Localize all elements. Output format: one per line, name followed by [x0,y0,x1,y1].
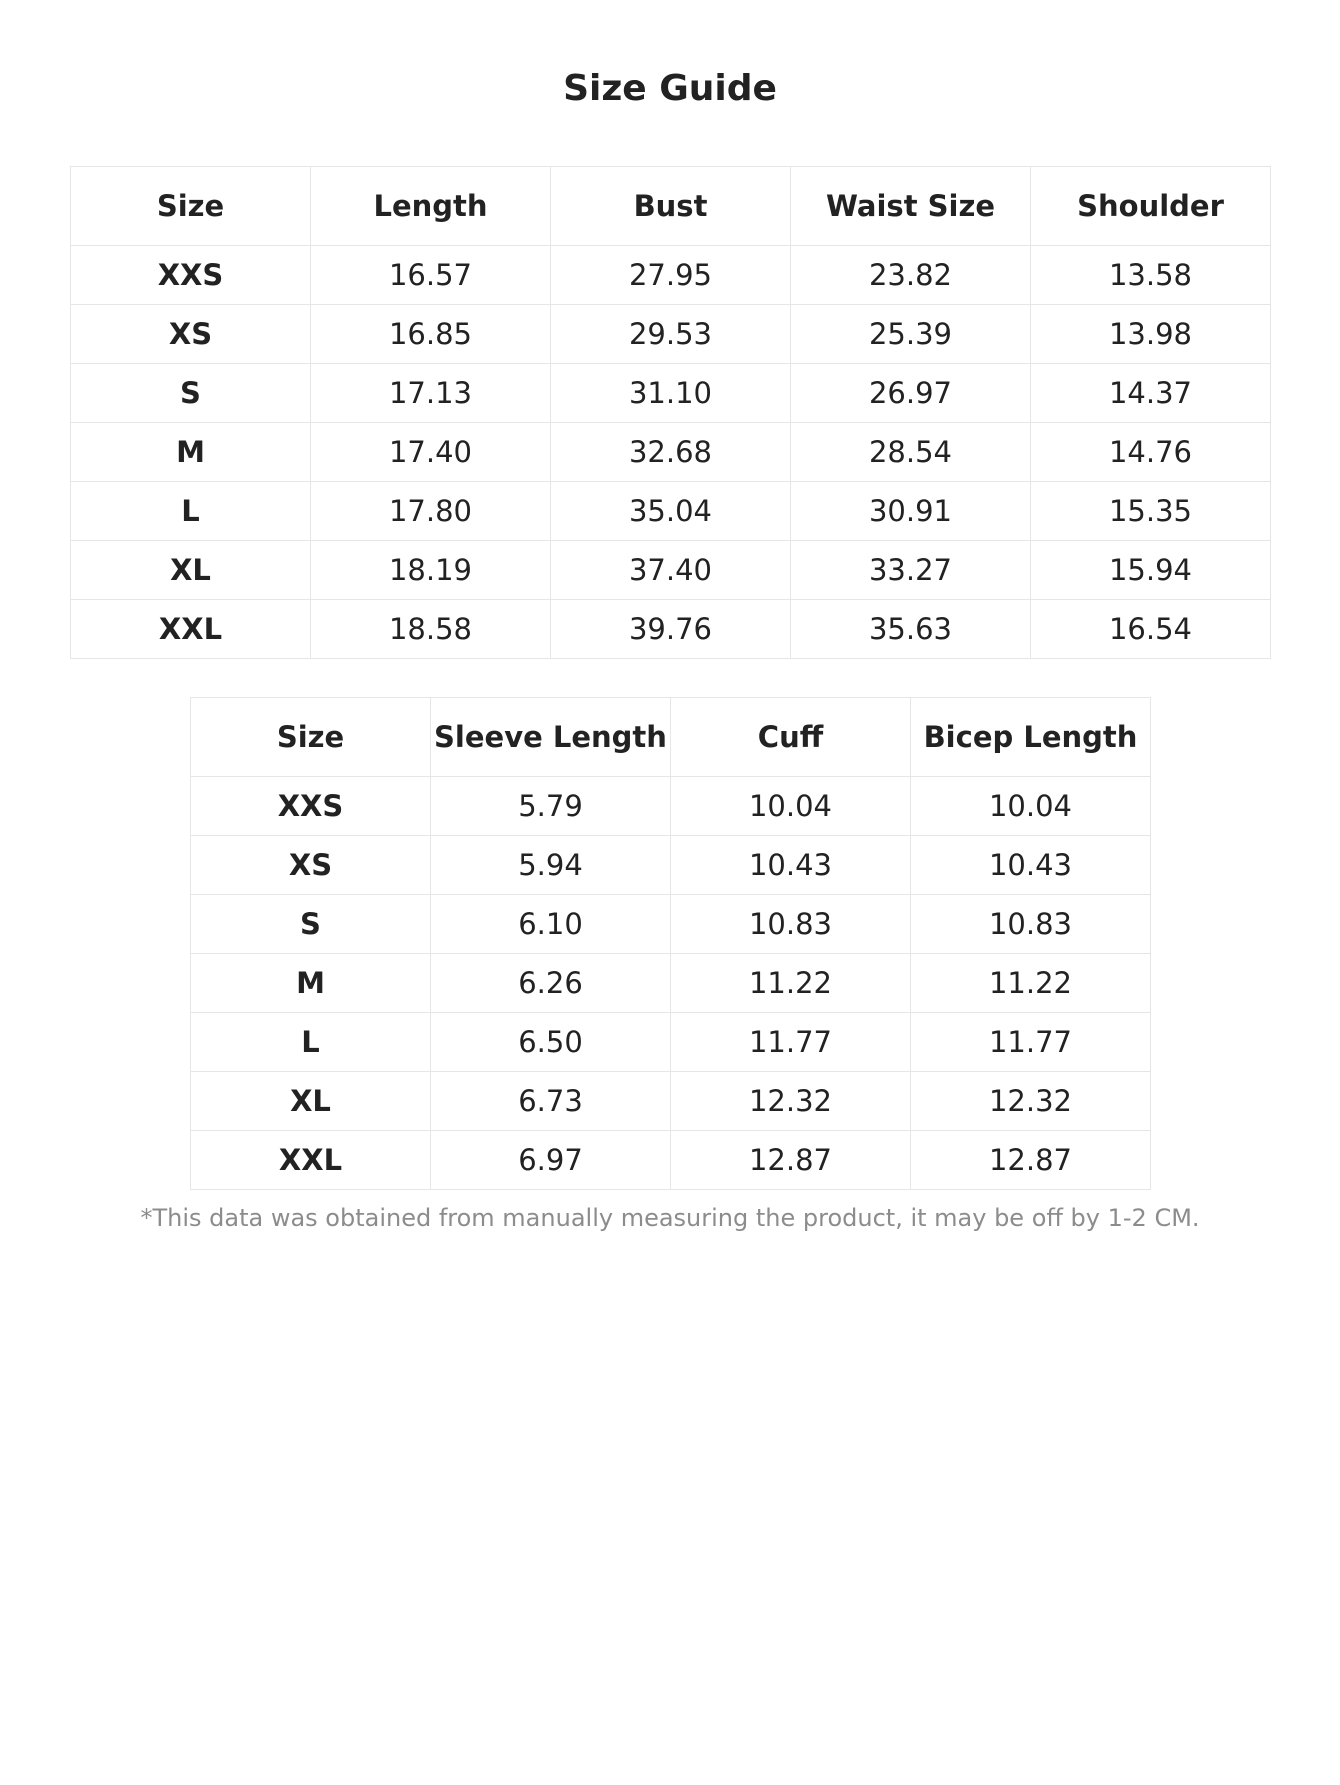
bust-value: 37.40 [551,541,791,600]
size-label: XL [71,541,311,600]
length-value: 16.85 [311,305,551,364]
bicep-length-value: 11.77 [911,1013,1151,1072]
header-size: Size [191,698,431,777]
sleeve-length-value: 5.94 [431,836,671,895]
size-label: XXL [191,1131,431,1190]
shoulder-value: 15.94 [1031,541,1271,600]
shoulder-value: 13.58 [1031,246,1271,305]
waist-value: 26.97 [791,364,1031,423]
cuff-value: 11.77 [671,1013,911,1072]
table-row [71,541,1271,600]
header-waist-size: Waist Size [791,167,1031,246]
length-value: 18.19 [311,541,551,600]
size-label: XS [71,305,311,364]
table-row [71,246,1271,305]
length-value: 17.80 [311,482,551,541]
cuff-value: 12.32 [671,1072,911,1131]
size-label: XL [191,1072,431,1131]
bust-value: 32.68 [551,423,791,482]
cuff-value: 10.04 [671,777,911,836]
table-row [71,482,1271,541]
waist-value: 23.82 [791,246,1031,305]
cuff-value: 12.87 [671,1131,911,1190]
waist-value: 28.54 [791,423,1031,482]
table-row [191,836,1151,895]
sleeve-length-value: 6.50 [431,1013,671,1072]
size-label: S [71,364,311,423]
waist-value: 25.39 [791,305,1031,364]
bust-value: 29.53 [551,305,791,364]
bicep-length-value: 10.04 [911,777,1151,836]
table-row [191,777,1151,836]
size-label: M [71,423,311,482]
waist-value: 30.91 [791,482,1031,541]
cuff-value: 11.22 [671,954,911,1013]
shoulder-value: 14.76 [1031,423,1271,482]
sleeve-length-value: 6.26 [431,954,671,1013]
table-row [71,600,1271,659]
sleeve-length-value: 6.97 [431,1131,671,1190]
length-value: 18.58 [311,600,551,659]
header-cuff: Cuff [671,698,911,777]
table-row [71,364,1271,423]
bicep-length-value: 11.22 [911,954,1151,1013]
table-row [71,305,1271,364]
table-row [191,1013,1151,1072]
size-table-sleeve [190,697,1151,1190]
table-header-row [191,698,1151,777]
shoulder-value: 15.35 [1031,482,1271,541]
bicep-length-value: 12.87 [911,1131,1151,1190]
sleeve-length-value: 5.79 [431,777,671,836]
cuff-value: 10.83 [671,895,911,954]
length-value: 17.40 [311,423,551,482]
size-label: M [191,954,431,1013]
shoulder-value: 13.98 [1031,305,1271,364]
header-length: Length [311,167,551,246]
bicep-length-value: 10.43 [911,836,1151,895]
header-bust: Bust [551,167,791,246]
bicep-length-value: 12.32 [911,1072,1151,1131]
size-label: XS [191,836,431,895]
length-value: 16.57 [311,246,551,305]
cuff-value: 10.43 [671,836,911,895]
waist-value: 33.27 [791,541,1031,600]
table-row [71,423,1271,482]
size-label: S [191,895,431,954]
size-table-main [70,166,1271,659]
header-sleeve-length: Sleeve Length [431,698,671,777]
shoulder-value: 14.37 [1031,364,1271,423]
table-row [191,1072,1151,1131]
table-header-row [71,167,1271,246]
table-row [191,1131,1151,1190]
table-row [191,954,1151,1013]
bust-value: 31.10 [551,364,791,423]
shoulder-value: 16.54 [1031,600,1271,659]
size-label: XXL [71,600,311,659]
header-bicep-length: Bicep Length [911,698,1151,777]
table-row [191,895,1151,954]
size-label: L [191,1013,431,1072]
size-label: XXS [191,777,431,836]
header-size: Size [71,167,311,246]
sleeve-length-value: 6.10 [431,895,671,954]
sleeve-length-value: 6.73 [431,1072,671,1131]
length-value: 17.13 [311,364,551,423]
measurement-disclaimer: *This data was obtained from manually measuring the product, it may be off by 1-2 CM. [140,1204,1200,1232]
waist-value: 35.63 [791,600,1031,659]
size-label: XXS [71,246,311,305]
bicep-length-value: 10.83 [911,895,1151,954]
size-label: L [71,482,311,541]
bust-value: 27.95 [551,246,791,305]
page-title: Size Guide [563,68,777,109]
bust-value: 39.76 [551,600,791,659]
header-shoulder: Shoulder [1031,167,1271,246]
bust-value: 35.04 [551,482,791,541]
